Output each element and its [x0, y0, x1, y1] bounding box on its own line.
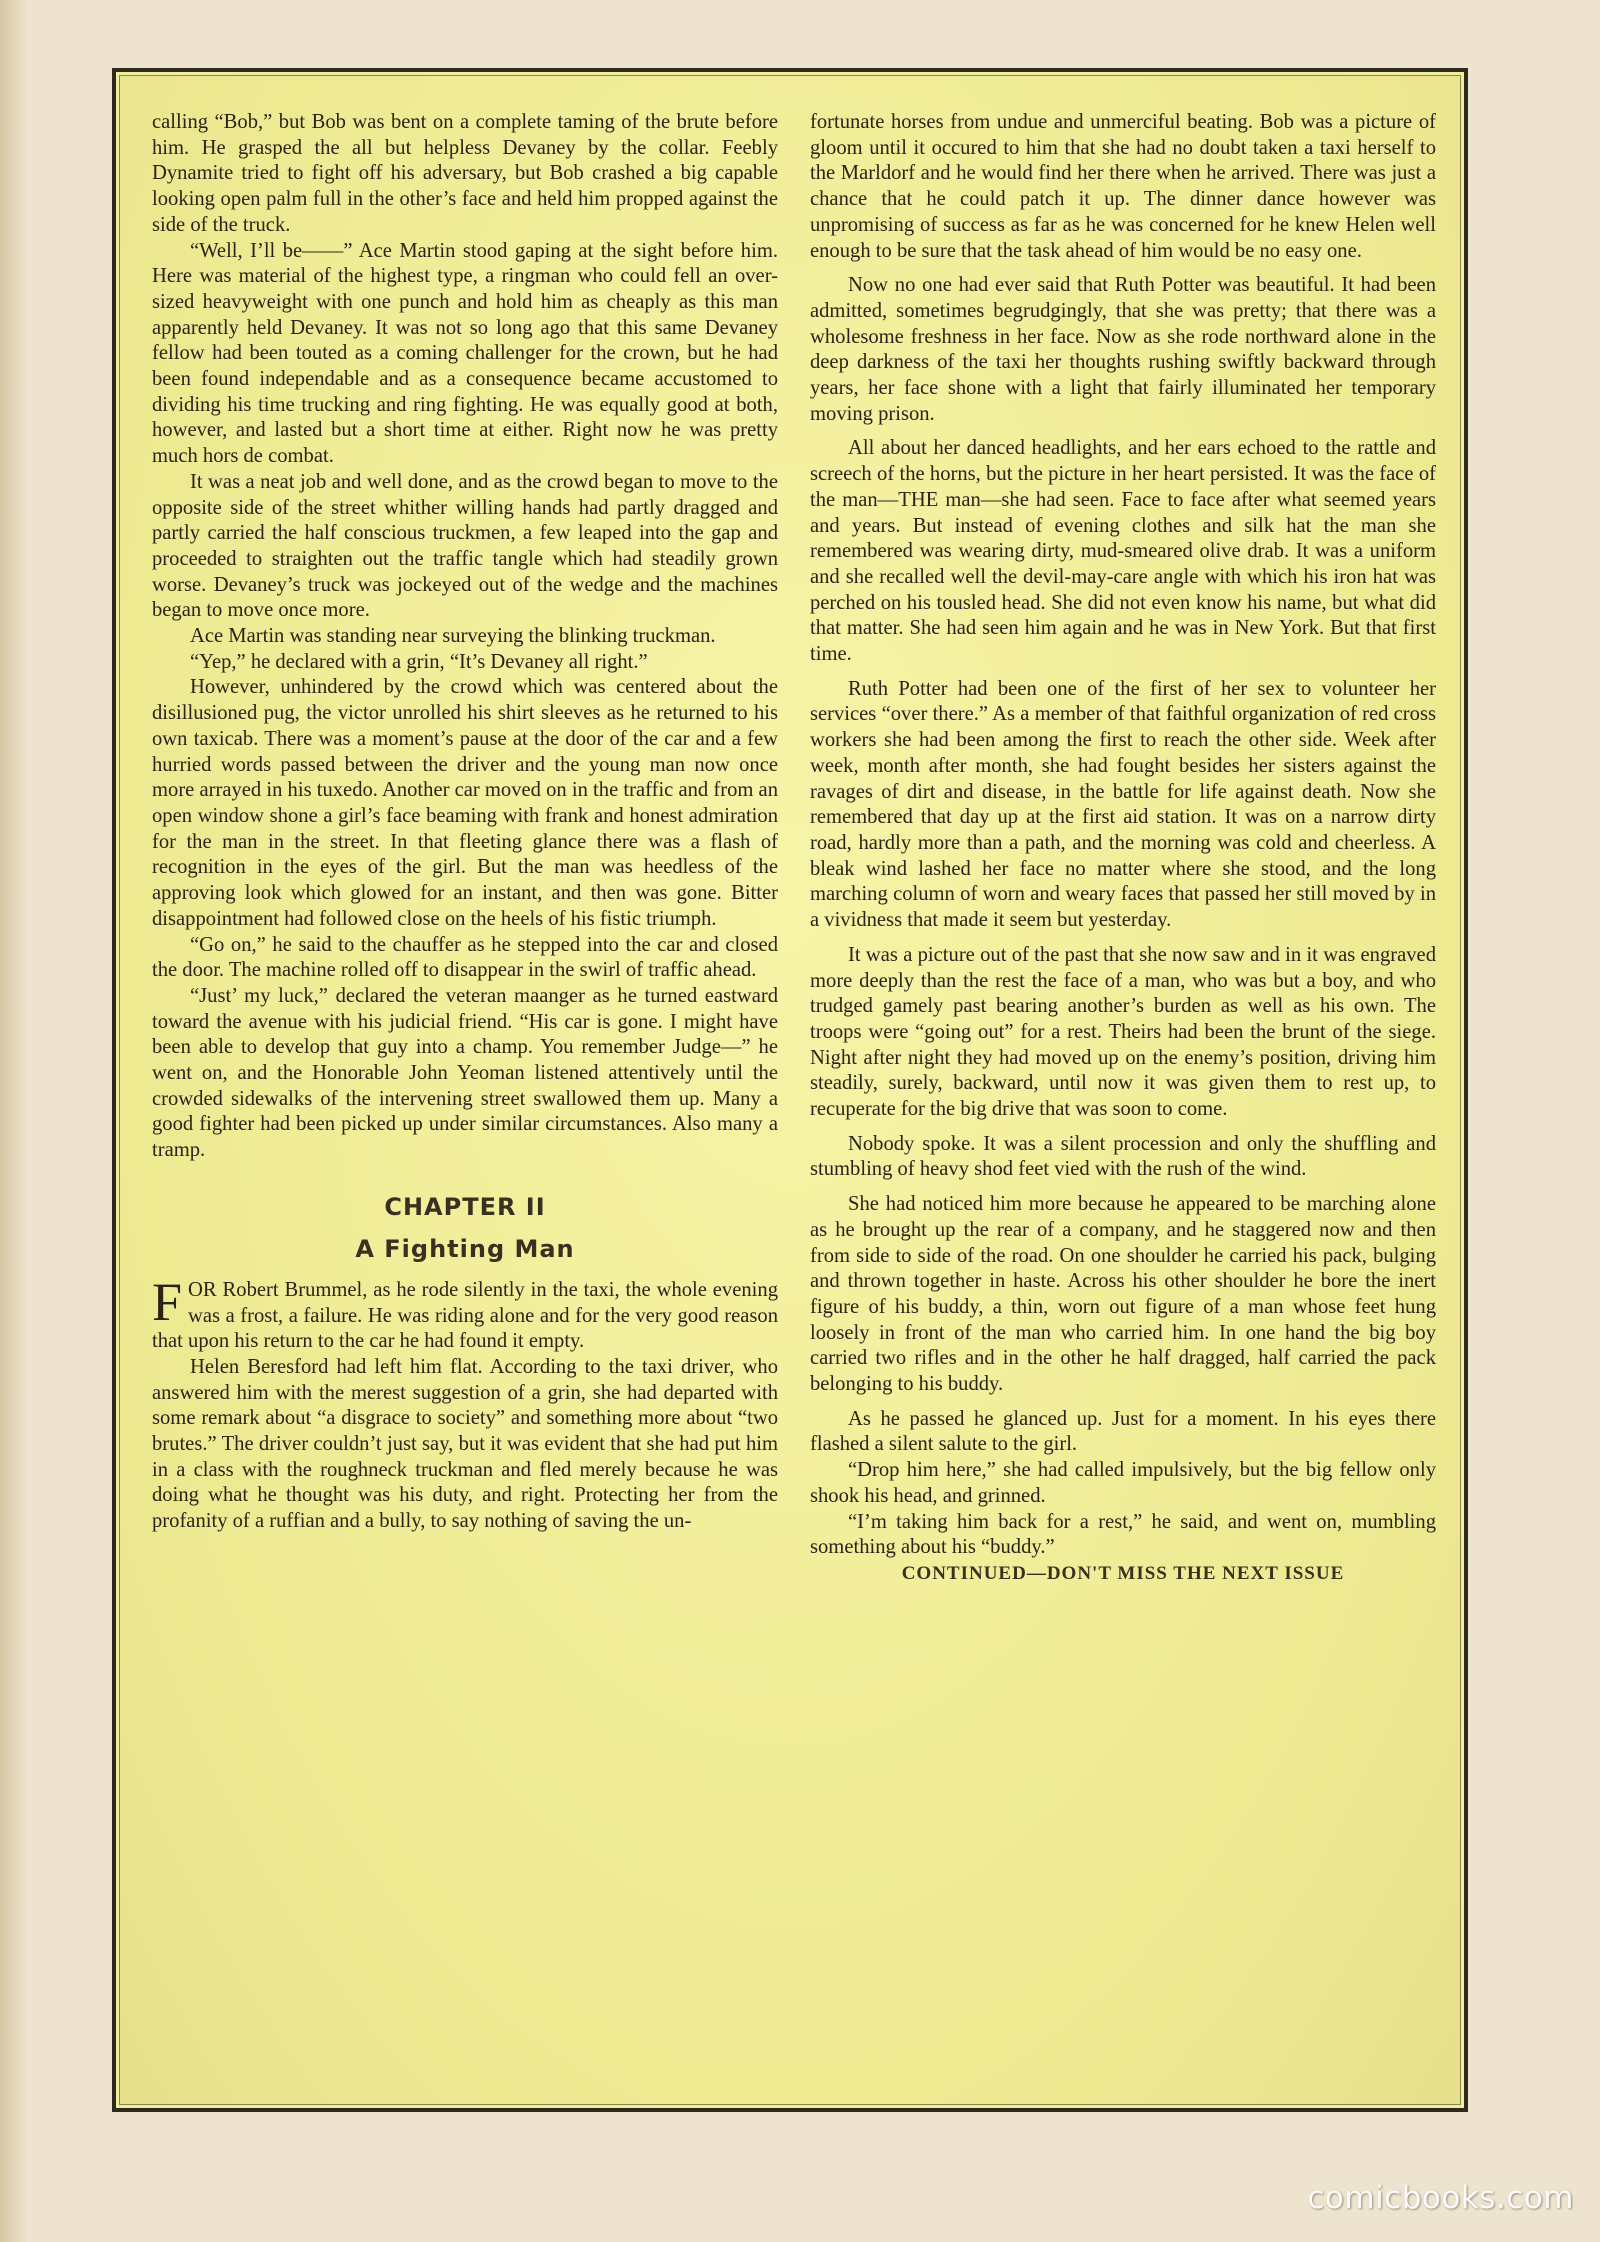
paragraph: “Yep,” he declared with a grin, “It’s Devaney all right.” — [190, 650, 648, 673]
paragraph: It was a neat job and well done, and as the crowd began to move to the opposite side of the street whither willing hands had partly dragged and partly carried the half conscious truckmen, a few leaped into the gap and proceeded to straighten out the traffic tangle which had steadily grown worse. Devaney’s truck was jockeyed out of the wedge and the machines began to move once more. — [152, 470, 778, 622]
right-column — [810, 110, 1436, 1587]
paragraph: Ace Martin was standing near surveying the blinking truckman. — [190, 625, 716, 648]
continued-notice: CONTINUED—DON'T MISS THE NEXT ISSUE — [901, 1562, 1345, 1584]
story-panel — [119, 75, 1461, 2105]
paragraph: All about her danced headlights, and her ears echoed to the rattle and screech of the horns, but the picture in her heart persisted. It was the face of the man—THE man—she had seen. Face to face after what seemed years and years. But instead of evening clothes and silk hat the man she remembered was wearing dirty, mud-smeared olive drab. It was a uniform and she recalled well the devil-may-care angle with which his iron hat was perched on his tousled head. She did not even know his name, but what did that matter. She had seen him again and he was in New York. But that first time. — [810, 437, 1436, 666]
paragraph: Helen Beresford had left him flat. According to the taxi driver, who answered him with the merest suggestion of a grin, she had departed with some remark about “a disgrace to society” and something more about “two brutes.” The driver couldn’t just say, but it was evident that she had put him in a class with the roughneck truckman and fled merely because he was doing what he thought was his duty, and right. Protecting her from the profanity of a ruffian and a bully, to say nothing of saving the un- — [152, 1355, 778, 1533]
paragraph: Nobody spoke. It was a silent procession and only the shuffling and stumbling of heavy shod feet vied with the rush of the wind. — [810, 1132, 1436, 1181]
paragraph: “Well, I’ll be——” Ace Martin stood gaping at the sight before him. Here was material of the highest type, a ringman who could fell an over-sized heavyweight with one punch and hold him as cheaply as this man apparently held Devaney. It was not so long ago that this same Devaney fellow had been touted as a coming challenger for the crown, but he had been found independable and as a consequence became accustomed to dividing his time trucking and ring fighting. He was equally good at both, however, and lasted but a short time at either. Right now he was pretty much hors de combat. — [152, 239, 778, 468]
paragraph: “Just’ my luck,” declared the veteran maanger as he turned eastward toward the avenue with his judicial friend. “His car is gone. I might have been able to develop that guy into a champ. You remember Judge—” he went on, and the Honorable John Yeoman listened attentively until the crowded sidewalks of the intervening street swallowed them up. Many a good fighter had been picked up under similar circumstances. Also many a tramp. — [152, 984, 778, 1162]
paragraph: Ruth Potter had been one of the first of her sex to volunteer her services “over there.” As a member of that faithful organization of red cross workers she had been among the first to reach the other side. Week after week, month after month, she had fought besides her sisters against the ravages of dirt and disease, in the battle for life against death. Now she remembered that day up at the first aid station. It was on a narrow dirty road, hardly more than a path, and the morning was cold and cheerless. A bleak wind lashed her face no matter where she stood, and the long marching column of worn and weary faces that passed her still moved by in a vividness that made it seem but yesterday. — [810, 677, 1436, 932]
paragraph: She had noticed him more because he appeared to be marching alone as he brought up the rear of a company, and he staggered now and then from side to side of the road. On one shoulder he carried his pack, bulging and thrown together in haste. Across his other shoulder he bore the inert figure of his buddy, a thin, worn out figure of a man whose feet hung loosely in front of the man who carried him. In one hand the big boy carried two rifles and in the other he half dragged, half carried the pack belonging to his buddy. — [810, 1193, 1436, 1396]
chapter-number: CHAPTER II — [384, 1192, 546, 1221]
paragraph: fortunate horses from undue and unmerciful beating. Bob was a picture of gloom until it occured to him that she had no doubt taken a taxi herself to the Marldorf and he would find her there when he arrived. There was just a chance that he could patch it up. The dinner dance however was unpromising of success as far as he was concerned for he knew Helen well enough to be sure that the task ahead of him would be no easy one. — [810, 111, 1436, 262]
paragraph: “Drop him here,” she had called impulsively, but the big fellow only shook his head, and grinned. — [810, 1459, 1436, 1507]
chapter-title: A Fighting Man — [355, 1234, 575, 1263]
paragraph: “I’m taking him back for a rest,” he said, and went on, mumbling something about his “buddy.” — [810, 1510, 1436, 1559]
left-column — [152, 110, 778, 1535]
page-binding-edge — [0, 0, 26, 2242]
opening-text: OR Robert Brummel, as he rode silently in the taxi, the whole evening was a frost, a failure. He was riding alone and for the very good reason that upon his return to the car he had found it empty. — [152, 1278, 778, 1353]
watermark-logo: comicbooks.com — [1307, 2180, 1574, 2216]
paragraph: It was a picture out of the past that she now saw and in it was engraved more deeply than the rest the face of a man, who was but a boy, and who trudged gamely past bearing another’s burden as well as his own. The troops were “going out” for a rest. Theirs had been the brunt of the siege. Night after night they had moved up on the enemy’s position, driving him steadily, surely, backward, until now it was given them to rest up, to recuperate for the big drive that was soon to come. — [810, 943, 1436, 1121]
paragraph: “Go on,” he said to the chauffer as he stepped into the car and closed the door. The machine rolled off to disappear in the swirl of traffic ahead. — [152, 933, 778, 982]
paragraph: Now no one had ever said that Ruth Potter was beautiful. It had been admitted, sometimes begrudgingly, that she was pretty; that there was a wholesome freshness in her face. Now as she rode northward alone in the deep darkness of the taxi her thoughts rushing swiftly backward through years, her face shone with a light that fairly illuminated her temporary moving prison. — [810, 274, 1436, 425]
drop-cap: F — [152, 1271, 183, 1332]
paragraph: As he passed he glanced up. Just for a moment. In his eyes there flashed a silent salute to the girl. — [810, 1407, 1436, 1456]
chapter-opening-paragraph — [152, 1271, 778, 1355]
story-frame — [112, 68, 1468, 2112]
paragraph: However, unhindered by the crowd which was centered about the disillusioned pug, the victor unrolled his shirt sleeves as he returned to his own taxicab. There was a moment’s pause at the door of the car and a few hurried words passed between the driver and the young man now once more arrayed in his tuxedo. Another car moved on in the traffic and from an open window shone a girl’s face beaming with frank and honest admiration for the man in the street. In that fleeting glance there was a flash of recognition in the eyes of the girl. But the man was heedless of the approving look which glowed for an instant, and then was gone. Bitter disappointment had followed close on the heels of his fistic triumph. — [152, 676, 778, 930]
paragraph: calling “Bob,” but Bob was bent on a complete taming of the brute before him. He grasped the all but helpless Devaney by the collar. Feebly Dynamite tried to fight off his adversary, but Bob crashed a big capable looking open palm full in the other’s face and held him propped against the side of the truck. — [152, 111, 778, 236]
